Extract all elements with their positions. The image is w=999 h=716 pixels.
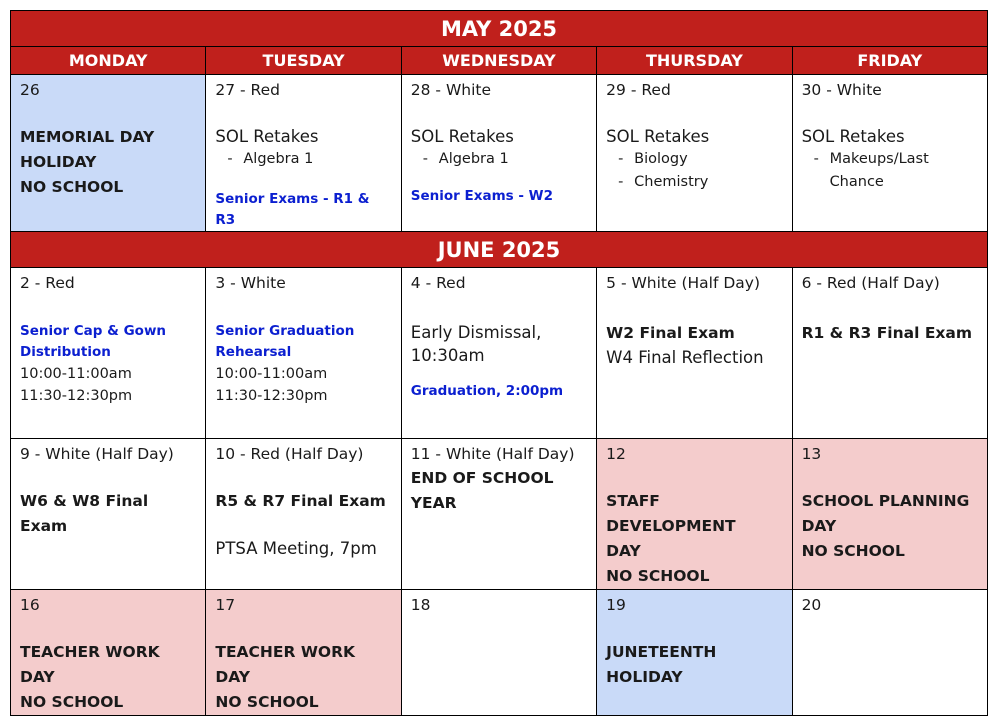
day-number: 2 - Red (20, 274, 75, 292)
day-event: HOLIDAY (20, 153, 97, 171)
day-event: R5 & R7 Final Exam (215, 492, 386, 510)
day-subitem: Chance (829, 174, 884, 190)
week-row (11, 439, 988, 590)
day-subitem: - Algebra 1 (227, 151, 314, 167)
day-event: W2 Final Exam (606, 324, 735, 342)
day-cell (206, 268, 401, 439)
weekday-thursday: THURSDAY (597, 47, 792, 75)
day-cell (401, 75, 596, 232)
day-time: 10:00-11:00am (20, 366, 132, 382)
weekday-header (11, 47, 988, 75)
day-number: 4 - Red (410, 274, 466, 292)
day-number: 16 (20, 596, 40, 614)
week-row (11, 590, 988, 716)
day-time: 10:00-11:00am (215, 366, 328, 382)
day-cell (792, 268, 987, 439)
day-event: NO SCHOOL (20, 693, 124, 711)
day-cell (597, 439, 792, 590)
day-number: 5 - White (Half Day) (606, 274, 761, 292)
day-number: 12 (606, 445, 626, 463)
day-number: 18 (410, 596, 431, 614)
day-event: W6 & W8 Final Exam (20, 492, 149, 535)
day-event: TEACHER WORK DAY (215, 643, 356, 686)
day-event: SOL Retakes (410, 127, 514, 146)
day-note: Distribution (20, 344, 111, 360)
day-event: SOL Retakes (606, 127, 710, 146)
day-note: Graduation, 2:00pm (410, 383, 564, 399)
day-cell (206, 439, 401, 590)
day-event: HOLIDAY (606, 668, 683, 686)
day-number: 20 (801, 596, 822, 614)
day-event: NO SCHOOL (20, 178, 124, 196)
day-cell (11, 75, 206, 232)
day-number: 27 - Red (215, 81, 281, 99)
day-number: 6 - Red (Half Day) (801, 274, 940, 292)
month-header-june (11, 232, 988, 268)
day-cell (597, 268, 792, 439)
weekday-tuesday: TUESDAY (206, 47, 401, 75)
day-note: Senior Exams - R1 & R3 (215, 191, 370, 228)
day-time: 11:30-12:30pm (215, 388, 328, 404)
day-number: 17 (215, 596, 236, 614)
day-event: STAFF DEVELOPMENT (606, 492, 736, 535)
day-number: 30 - White (801, 81, 882, 99)
day-subitem: - Biology (618, 151, 688, 167)
calendar (10, 10, 988, 716)
day-number: 3 - White (215, 274, 286, 292)
day-time: 11:30-12:30pm (20, 388, 133, 404)
day-event: DAY (801, 517, 837, 535)
day-event: MEMORIAL DAY (20, 128, 155, 146)
day-event: Early Dismissal, (410, 323, 542, 342)
day-event: YEAR (410, 494, 457, 512)
day-event: END OF SCHOOL (410, 469, 554, 487)
week-row (11, 268, 988, 439)
day-event: NO SCHOOL (215, 693, 319, 711)
day-event: SCHOOL PLANNING (801, 492, 970, 510)
day-cell (792, 590, 987, 716)
day-number: 11 - White (Half Day) (410, 445, 575, 463)
day-cell (597, 75, 792, 232)
calendar-table (10, 10, 988, 716)
day-cell (11, 439, 206, 590)
day-note: Senior Exams - W2 (410, 188, 553, 204)
day-note: Senior Graduation (215, 323, 355, 339)
day-cell (792, 439, 987, 590)
day-cell (597, 590, 792, 716)
weekday-wednesday: WEDNESDAY (401, 47, 596, 75)
month-title: JUNE 2025 (11, 232, 988, 268)
day-event: TEACHER WORK DAY (20, 643, 160, 686)
day-number: 29 - Red (606, 81, 671, 99)
day-number: 19 (606, 596, 626, 614)
day-cell (11, 268, 206, 439)
day-cell (401, 590, 596, 716)
day-event: DAY (606, 542, 641, 560)
weekday-monday: MONDAY (11, 47, 206, 75)
day-number: 9 - White (Half Day) (20, 445, 174, 463)
day-cell (792, 75, 987, 232)
day-event: SOL Retakes (801, 127, 905, 146)
day-number: 28 - White (410, 81, 492, 99)
week-row (11, 75, 988, 232)
day-number: 10 - Red (Half Day) (215, 445, 364, 463)
day-note: Senior Cap & Gown (20, 323, 167, 339)
month-title: MAY 2025 (11, 11, 988, 47)
day-subitem: - Algebra 1 (422, 151, 509, 167)
day-event: R1 & R3 Final Exam (801, 324, 973, 342)
weekday-friday: FRIDAY (792, 47, 987, 75)
day-number: 26 (20, 81, 40, 99)
day-cell (401, 439, 596, 590)
day-event: PTSA Meeting, 7pm (215, 539, 377, 558)
day-subitem: - Makeups/Last (813, 151, 929, 167)
day-cell (11, 590, 206, 716)
day-event: NO SCHOOL (606, 567, 710, 585)
day-event: NO SCHOOL (801, 542, 905, 560)
day-cell (206, 75, 401, 232)
day-number: 13 (801, 445, 822, 463)
day-subitem: - Chemistry (618, 174, 709, 190)
month-header-may (11, 11, 988, 47)
day-cell (206, 590, 401, 716)
day-event: W4 Final Reflection (606, 348, 764, 367)
day-event: 10:30am (410, 346, 485, 365)
day-event: SOL Retakes (215, 127, 319, 146)
day-cell (401, 268, 596, 439)
day-note: Rehearsal (215, 344, 292, 360)
day-event: JUNETEENTH (606, 643, 717, 661)
